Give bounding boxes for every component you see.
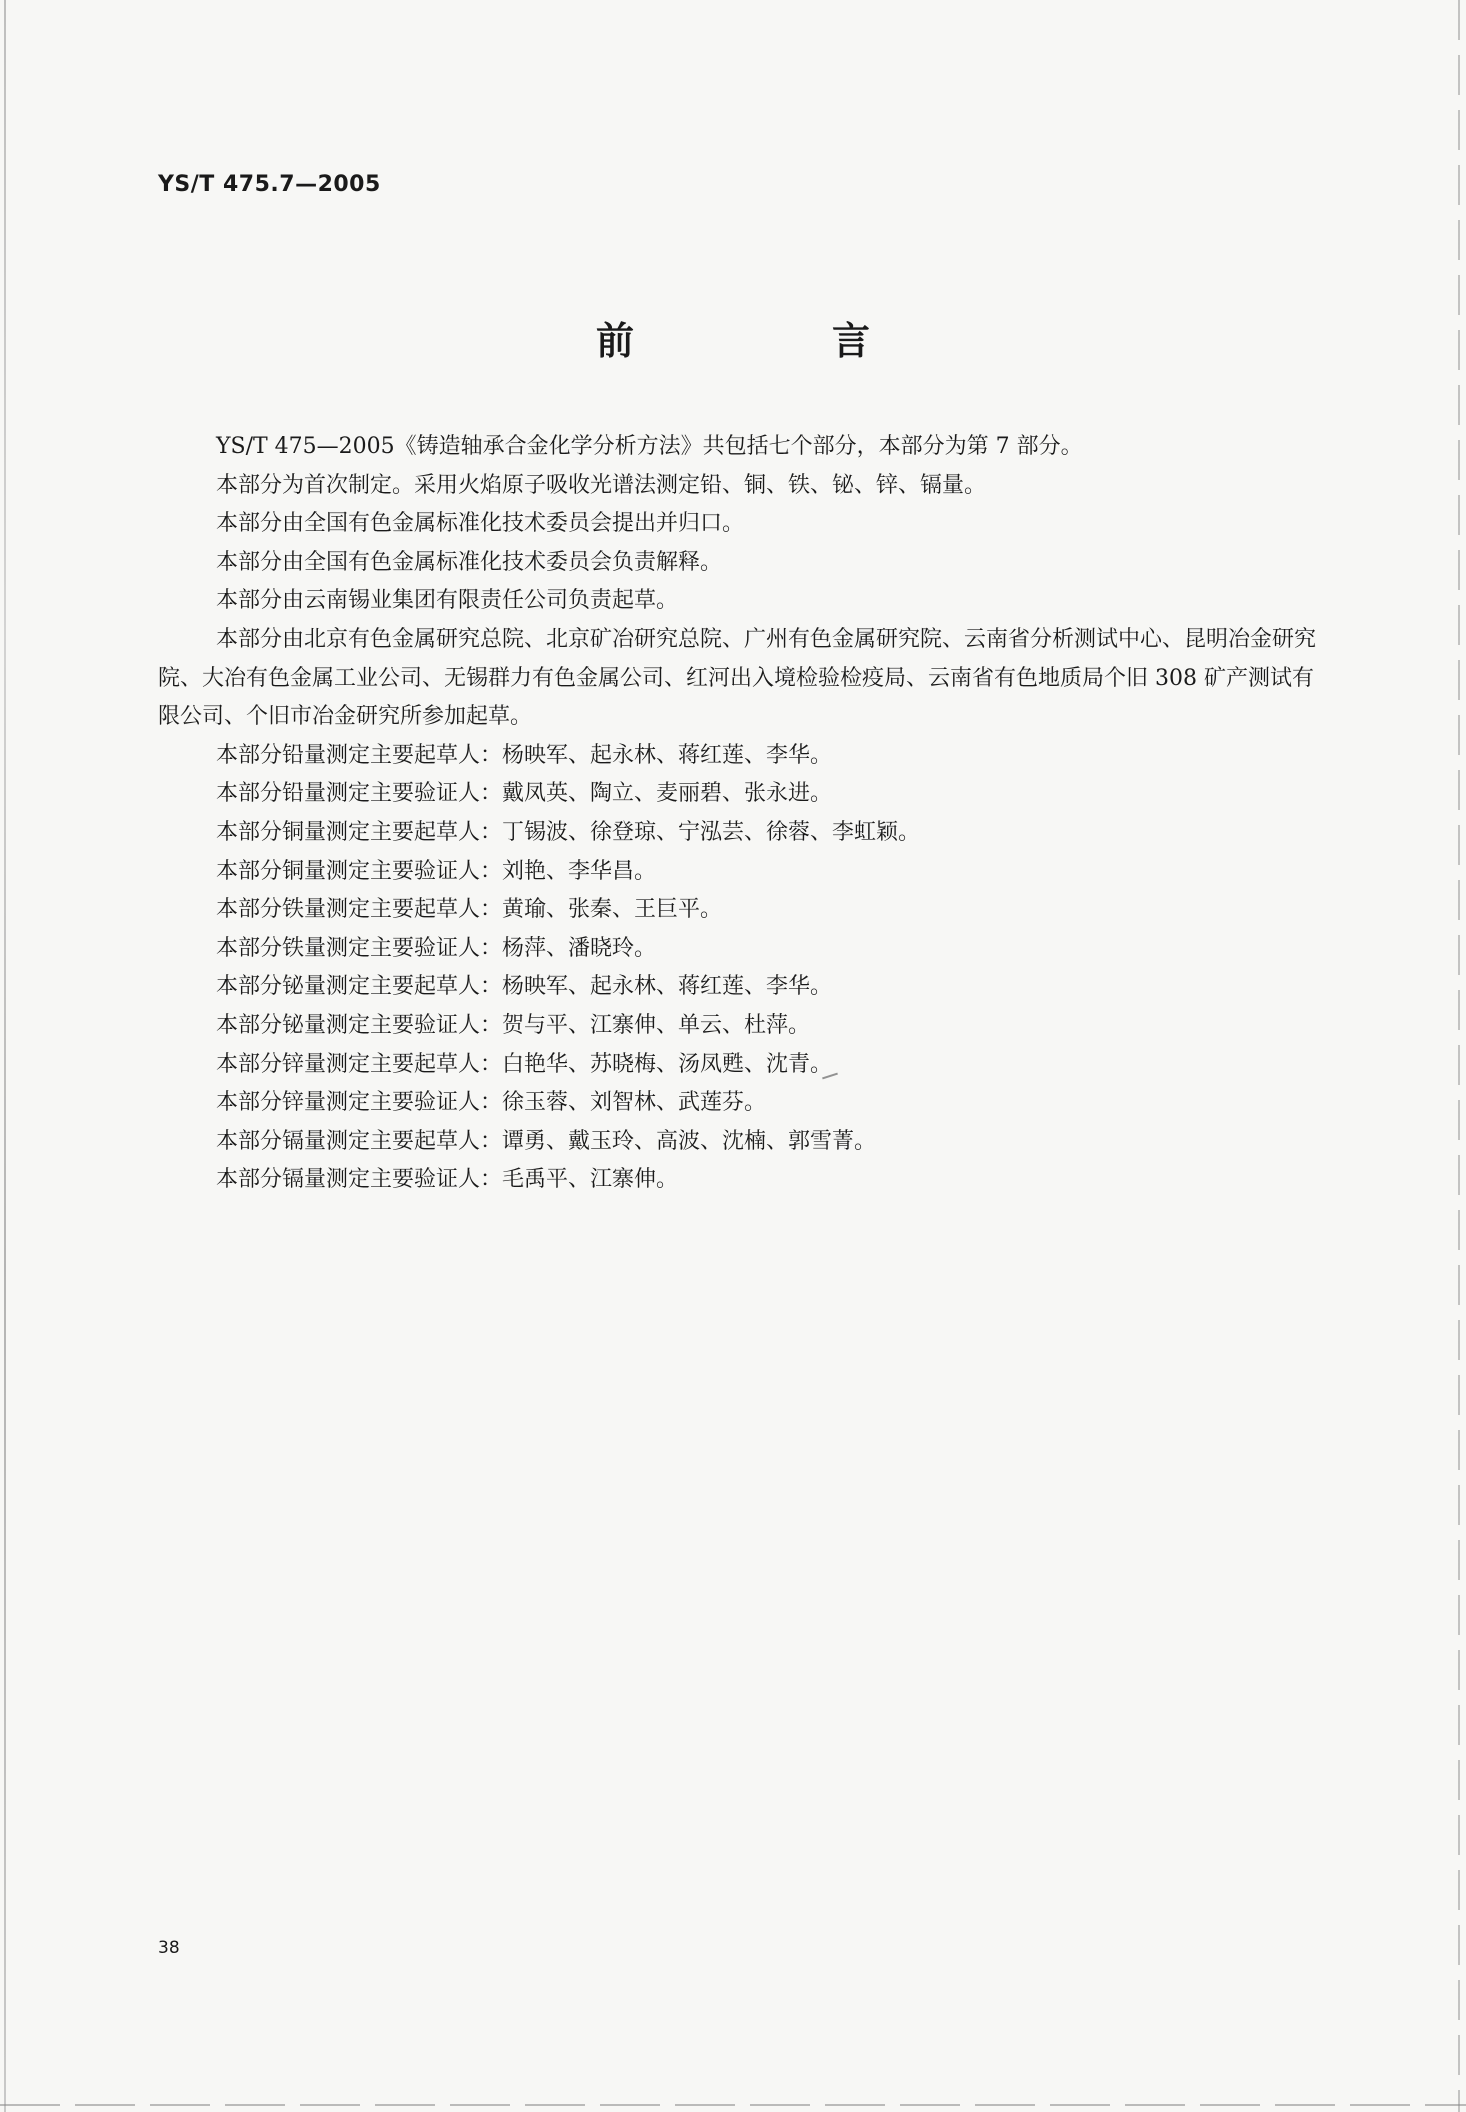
paragraph: 本部分锌量测定主要验证人：徐玉蓉、刘智林、武莲芬。 [216, 1090, 767, 1116]
paragraph: 本部分由全国有色金属标准化技术委员会负责解释。 [216, 549, 723, 575]
paragraph: 本部分由云南锡业集团有限责任公司负责起草。 [216, 588, 679, 614]
page-title: 前 言 [595, 319, 950, 363]
paragraph: 本部分由北京有色金属研究总院、北京矿冶研究总院、广州有色金属研究院、云南省分析测试中心、昆明冶金研究院、大冶有色金属工业公司、无锡群力有色金属公司、红河出入境检验检疫局、云南省有色地质局个旧 308 矿产测试有限公司、个旧市冶金研究所参加起草。 [158, 626, 1317, 730]
paragraph: 本部分铜量测定主要验证人：刘艳、李华昌。 [216, 858, 657, 884]
paragraph: 本部分铋量测定主要起草人：杨映军、起永林、蒋红莲、李华。 [216, 974, 833, 1000]
paragraph: YS/T 475—2005《铸造轴承合金化学分析方法》共包括七个部分，本部分为第 7 部分。 [216, 434, 1083, 459]
paragraph: 本部分铁量测定主要起草人：黄瑜、张秦、王巨平。 [216, 897, 723, 923]
paragraph: 本部分镉量测定主要验证人：毛禹平、江寨伸。 [216, 1167, 679, 1193]
paragraph: 本部分铋量测定主要验证人：贺与平、江寨伸、单云、杜萍。 [216, 1012, 811, 1038]
paragraph: 本部分铜量测定主要起草人：丁锡波、徐登琼、宁泓芸、徐蓉、李虹颖。 [216, 819, 921, 845]
scan-edge-bottom [0, 2104, 1466, 2106]
page-number: 38 [158, 1938, 180, 1958]
foreword-body [158, 428, 1318, 1200]
paragraph: 本部分锌量测定主要起草人：白艳华、苏晓梅、汤凤甦、沈青。 [216, 1051, 833, 1077]
paragraph: 本部分镉量测定主要起草人：谭勇、戴玉玲、高波、沈楠、郭雪菁。 [216, 1128, 877, 1154]
paragraph: 本部分铅量测定主要验证人：戴凤英、陶立、麦丽碧、张永进。 [216, 781, 833, 807]
paragraph: 本部分铁量测定主要验证人：杨萍、潘晓玲。 [216, 935, 657, 961]
paragraph: 本部分铅量测定主要起草人：杨映军、起永林、蒋红莲、李华。 [216, 742, 833, 768]
paragraph: 本部分为首次制定。采用火焰原子吸收光谱法测定铅、铜、铁、铋、锌、镉量。 [216, 472, 987, 498]
document-code: YS/T 475.7—2005 [158, 172, 381, 197]
paragraph: 本部分由全国有色金属标准化技术委员会提出并归口。 [216, 511, 745, 537]
